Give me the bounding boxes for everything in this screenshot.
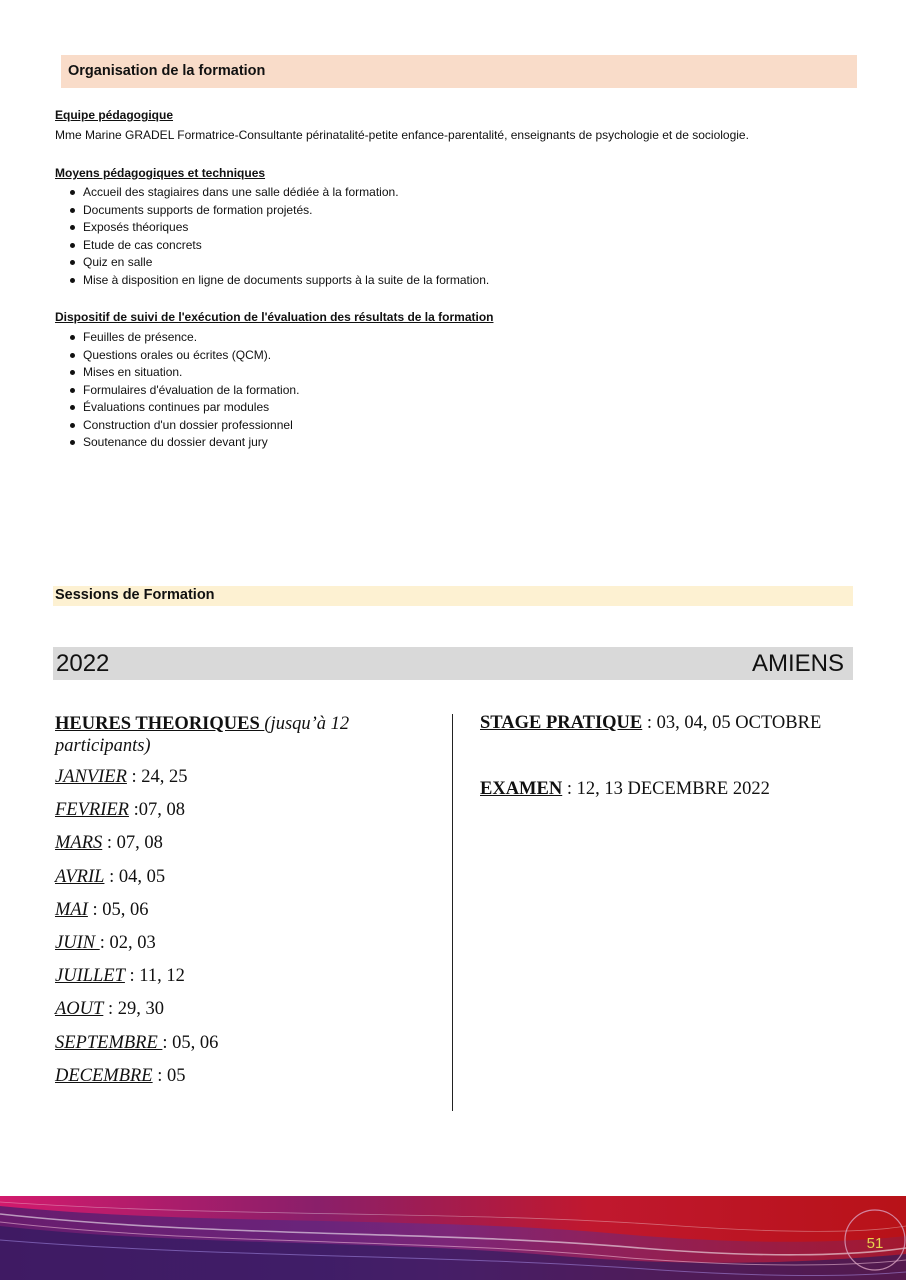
month-name: JANVIER — [55, 767, 127, 787]
examen-line — [480, 779, 770, 800]
list-item: Feuilles de présence. — [55, 329, 299, 347]
list-item: Évaluations continues par modules — [55, 399, 299, 417]
month-name: MAI — [55, 899, 88, 920]
list-item: Construction d'un dossier professionnel — [55, 417, 299, 435]
list-item: Questions orales ou écrites (QCM). — [55, 347, 299, 365]
heures-note: (jusqu’à 12 participants) — [55, 714, 350, 756]
list-item: Quiz en salle — [55, 254, 489, 272]
session-city: AMIENS — [751, 650, 844, 677]
month-line-septembre — [55, 1033, 435, 1066]
month-line-mars — [55, 833, 435, 866]
list-item: Formulaires d'évaluation de la formation. — [55, 382, 299, 400]
equipe-text: Mme Marine GRADEL Formatrice-Consultante périnatalité-petite enfance-parentalité, enseignants de psychologie et de sociologie. — [55, 128, 749, 142]
month-dates: : 24, 25 — [126, 767, 188, 787]
list-item: Accueil des stagiaires dans une salle dédiée à la formation. — [55, 184, 489, 202]
list-item: Documents supports de formation projetés. — [55, 202, 489, 220]
stage-dates: : 03, 04, 05 OCTOBRE — [642, 713, 822, 733]
month-name: AVRIL — [55, 866, 105, 887]
month-name: SEPTEMBRE — [55, 1032, 163, 1053]
list-item: Exposés théoriques — [55, 219, 489, 237]
dispositif-list — [55, 329, 299, 452]
month-name: AOUT — [55, 999, 104, 1020]
month-dates: : 05, 06 — [162, 1032, 219, 1053]
session-year: 2022 — [56, 650, 110, 677]
list-item: Etude de cas concrets — [55, 237, 489, 255]
equipe-title: Equipe pédagogique — [55, 108, 174, 122]
month-name: JUILLET — [55, 966, 125, 987]
month-line-mai — [55, 900, 435, 933]
month-name: DECEMBRE — [55, 1065, 153, 1086]
month-dates: : 04, 05 — [104, 866, 166, 887]
month-line-decembre — [55, 1066, 435, 1099]
month-line-juillet — [55, 966, 435, 999]
footer-wave-decoration — [0, 1196, 906, 1280]
theory-hours-column — [55, 713, 435, 1099]
stage-title: STAGE PRATIQUE — [480, 713, 643, 733]
examen-dates: : 12, 13 DECEMBRE 2022 — [562, 779, 770, 799]
list-item: Mises en situation. — [55, 364, 299, 382]
month-dates: : 11, 12 — [124, 966, 185, 987]
month-line-avril — [55, 867, 435, 900]
organisation-header: Organisation de la formation — [61, 55, 857, 88]
moyens-title: Moyens pédagogiques et techniques — [55, 166, 266, 180]
heures-heading — [55, 713, 435, 757]
month-line-janvier — [55, 767, 435, 800]
column-divider — [452, 714, 453, 1111]
month-dates: :07, 08 — [128, 800, 185, 821]
list-item: Mise à disposition en ligne de documents supports à la suite de la formation. — [55, 272, 489, 290]
month-dates: : 02, 03 — [99, 932, 156, 953]
month-line-fevrier — [55, 800, 435, 833]
list-item: Soutenance du dossier devant jury — [55, 434, 299, 452]
month-name: MARS — [55, 833, 103, 854]
month-dates: : 07, 08 — [102, 833, 163, 854]
month-dates: : 05, 06 — [87, 899, 149, 920]
month-dates: : 29, 30 — [103, 999, 164, 1020]
month-name: FEVRIER — [55, 800, 129, 821]
month-line-aout — [55, 999, 435, 1032]
moyens-list — [55, 184, 489, 289]
page-number: 51 — [866, 1234, 884, 1252]
dispositif-title: Dispositif de suivi de l'exécution de l'évaluation des résultats de la formation — [55, 310, 494, 324]
heures-title: HEURES THEORIQUES — [55, 714, 265, 734]
examen-title: EXAMEN — [480, 779, 563, 799]
month-line-juin — [55, 933, 435, 966]
year-city-bar — [53, 647, 853, 680]
stage-pratique-line — [480, 713, 821, 734]
month-name: JUIN — [55, 932, 100, 953]
month-dates: : 05 — [152, 1065, 186, 1086]
sessions-header: Sessions de Formation — [53, 586, 853, 606]
